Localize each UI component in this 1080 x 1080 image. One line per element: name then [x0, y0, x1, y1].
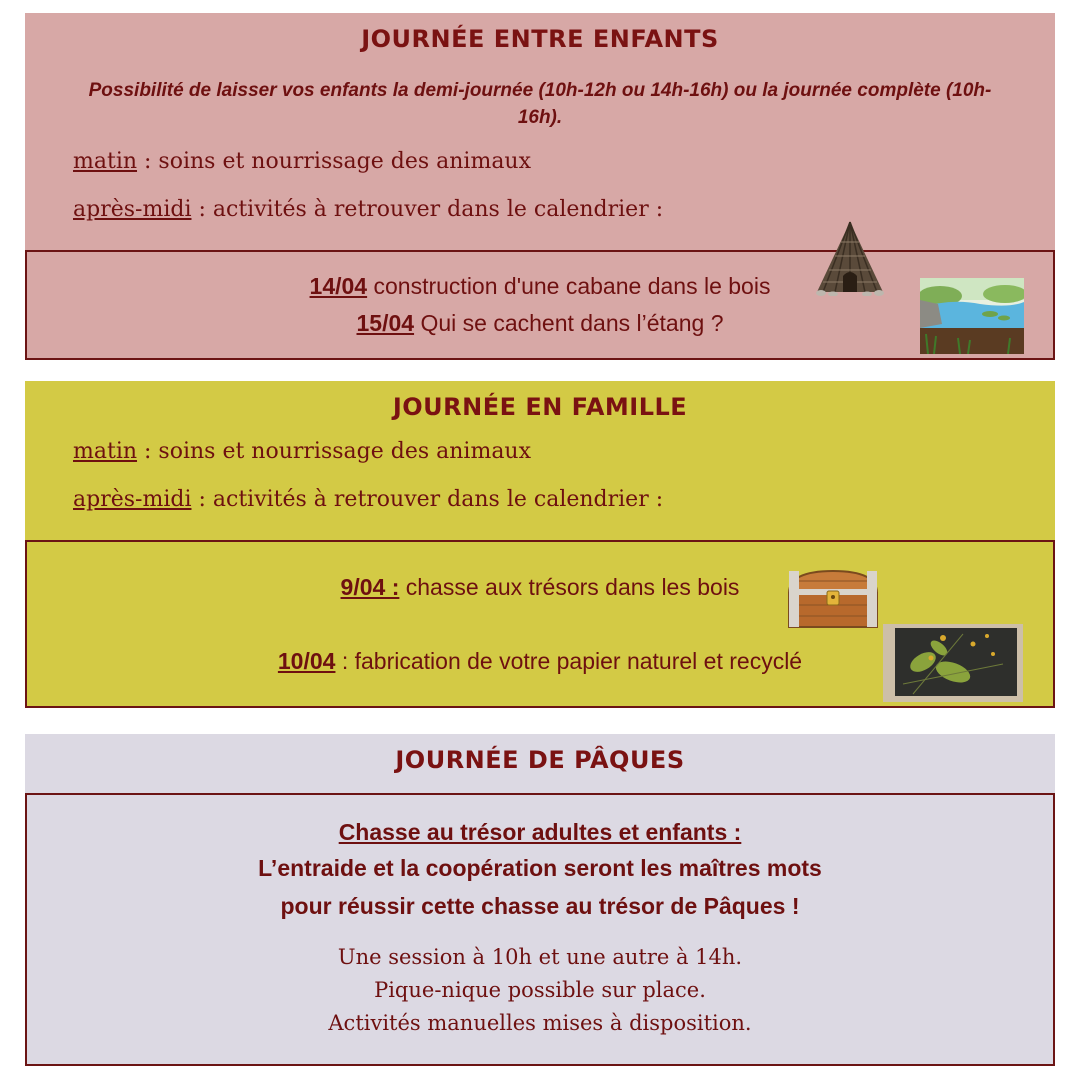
event-text: : fabrication de votre papier naturel et recyclé — [335, 648, 803, 674]
section-title: JOURNÉE EN FAMILLE — [392, 393, 688, 421]
section-journee-paques — [25, 734, 1055, 1066]
event-date: 14/04 — [309, 273, 368, 299]
event-date: 9/04 : — [340, 574, 400, 600]
leaf-paper-image — [883, 624, 1023, 702]
paques-heading: Chasse au trésor adultes et enfants : — [338, 819, 742, 845]
event-date: 10/04 — [277, 648, 336, 674]
section-title: JOURNÉE DE PÂQUES — [395, 746, 685, 774]
morning-line — [73, 149, 531, 174]
afternoon-text: : activités à retrouver dans le calendrier : — [191, 197, 664, 222]
paques-detail: Une session à 10h et une autre à 14h. — [337, 945, 743, 969]
intro-text: Possibilité de laisser vos enfants la demi-journée (10h-12h ou 14h-16h) ou la journée complète (10h-16h). — [88, 80, 992, 128]
event-date: 15/04 — [356, 310, 415, 336]
hut-image — [813, 220, 887, 296]
section-journee-famille — [25, 381, 1055, 708]
event-text: construction d'une cabane dans le bois — [367, 273, 771, 299]
morning-text: : soins et nourrissage des animaux — [137, 439, 532, 464]
afternoon-line — [73, 487, 663, 512]
morning-line — [73, 439, 531, 464]
event-line — [27, 310, 1053, 337]
paques-line-1: L’entraide et la coopération seront les maîtres mots — [258, 855, 822, 881]
event-text: Qui se cachent dans l’étang ? — [414, 310, 724, 336]
morning-label: matin — [73, 149, 138, 174]
afternoon-line — [73, 197, 663, 222]
calendar-box — [25, 250, 1055, 360]
paques-box — [25, 793, 1055, 1066]
event-text: chasse aux trésors dans les bois — [399, 574, 740, 600]
morning-label: matin — [73, 439, 138, 464]
treasure-chest-image — [783, 567, 883, 631]
pond-image — [920, 278, 1024, 354]
event-line — [27, 574, 1053, 601]
event-line — [27, 273, 1053, 300]
afternoon-text: : activités à retrouver dans le calendrier : — [191, 487, 664, 512]
paques-detail: Pique-nique possible sur place. — [374, 978, 706, 1002]
paques-detail: Activités manuelles mises à disposition. — [328, 1011, 752, 1035]
afternoon-label: après-midi — [73, 487, 192, 512]
section-journee-enfants — [25, 13, 1055, 360]
section-title: JOURNÉE ENTRE ENFANTS — [361, 25, 719, 53]
afternoon-label: après-midi — [73, 197, 192, 222]
paques-line-2: pour réussir cette chasse au trésor de Pâques ! — [280, 893, 800, 919]
morning-text: : soins et nourrissage des animaux — [137, 149, 532, 174]
